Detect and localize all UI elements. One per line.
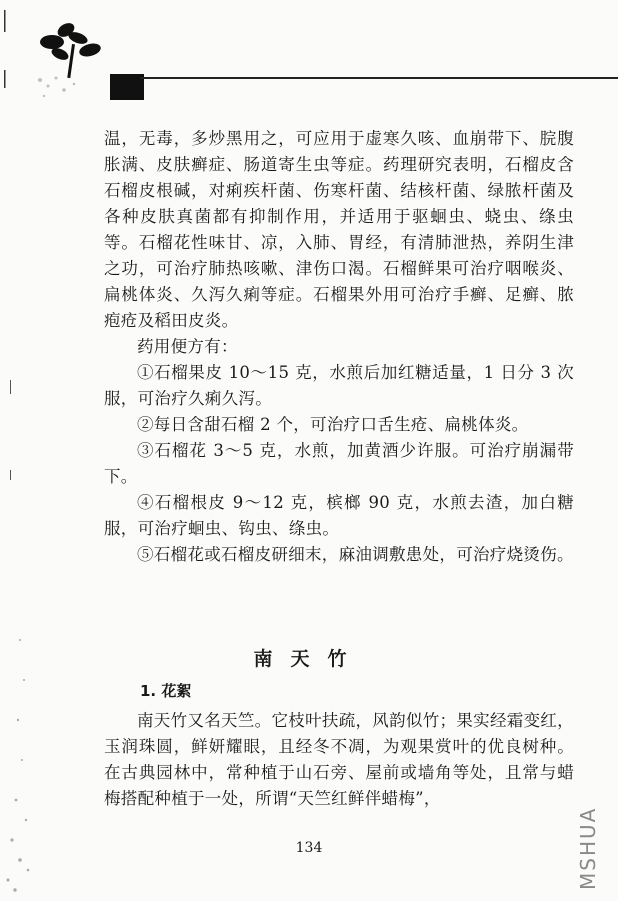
paragraph: 南天竹又名天竺。它枝叶扶疏，风韵似竹；果实经霜变红，玉润珠圆，鲜妍耀眼，且经冬不凋，为观果赏叶的优良树种。在古典园林中，常种植于山石旁、屋前或墙角等处，且常与蜡梅搭配种植于一处，所谓“天竺红鲜伴蜡梅”， bbox=[104, 711, 574, 808]
body-text-top bbox=[104, 126, 574, 568]
paragraph: ④石榴根皮 9～12 克，槟榔 90 克，水煎去渣，加白糖服，可治疗蛔虫、钩虫、绦虫。 bbox=[104, 493, 574, 538]
header-ornament bbox=[30, 10, 150, 105]
paragraph: ⑤石榴花或石榴皮研细末，麻油调敷患处，可治疗烧烫伤。 bbox=[137, 545, 574, 564]
header-rule bbox=[140, 77, 618, 79]
paragraph: ①石榴果皮 10～15 克，水煎后加红糖适量，1 日分 3 次服，可治疗久痢久泻。 bbox=[104, 363, 574, 408]
paragraph: 药用便方有： bbox=[137, 337, 238, 356]
section-title: 南天竹 bbox=[253, 648, 365, 670]
paragraph: ③石榴花 3～5 克，水煎，加黄酒少许服。可治疗崩漏带下。 bbox=[104, 441, 574, 486]
sub-heading: 1. 花絮 bbox=[140, 682, 192, 700]
page-number: 134 bbox=[295, 840, 323, 856]
paragraph: ②每日含甜石榴 2 个，可治疗口舌生疮、扁桃体炎。 bbox=[137, 415, 529, 434]
body-text-bottom bbox=[104, 708, 574, 812]
scan-margin-marks bbox=[0, 0, 34, 901]
watermark: MSHUA bbox=[576, 806, 600, 890]
paragraph: 温，无毒，多炒黑用之，可应用于虚寒久咳、血崩带下、脘腹胀满、皮肤癣症、肠道寄生虫等症。药理研究表明，石榴皮含石榴皮根碱，对痢疾杆菌、伤寒杆菌、结核杆菌、绿脓杆菌及各种皮肤真菌都有抑制作用，并适用于驱蛔虫、蛲虫、绦虫等。石榴花性味甘、凉，入肺、胃经，有清肺泄热，养阴生津之功，可治疗肺热咳嗽、津伤口渴。石榴鲜果可治疗咽喉炎、扁桃体炎、久泻久痢等症。石榴果外用可治疗手癣、足癣、脓疱疮及稻田皮炎。 bbox=[104, 129, 574, 330]
